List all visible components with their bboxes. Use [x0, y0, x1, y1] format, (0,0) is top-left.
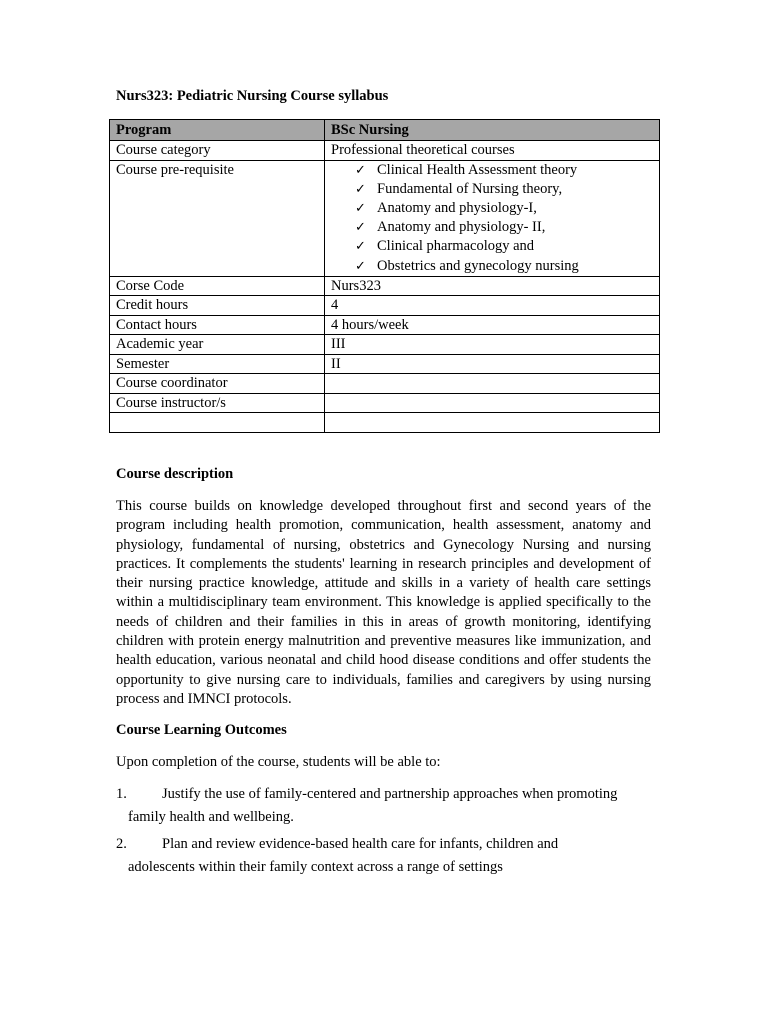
check-icon: ✓ — [355, 239, 366, 255]
table-row — [110, 393, 660, 413]
table-row — [110, 141, 660, 161]
semester-label: Semester — [110, 354, 325, 374]
program-value: BSc Nursing — [325, 120, 660, 141]
course-coordinator-label: Course coordinator — [110, 374, 325, 394]
empty-cell — [325, 413, 660, 433]
course-description-heading: Course description — [116, 466, 234, 482]
table-header-row — [110, 120, 660, 141]
check-icon: ✓ — [355, 181, 366, 197]
outcome-text-continued: adolescents within their family context across a range of settings — [128, 859, 503, 875]
list-item: ✓ Anatomy and physiology- II, — [355, 218, 653, 237]
course-category-value: Professional theoretical courses — [325, 141, 660, 161]
empty-table-row — [110, 413, 660, 433]
prerequisite-list — [331, 161, 653, 276]
table-row — [110, 335, 660, 355]
empty-cell — [110, 413, 325, 433]
outcome-number: 2. — [116, 836, 127, 852]
course-category-label: Course category — [110, 141, 325, 161]
credit-hours-value: 4 — [325, 296, 660, 316]
contact-hours-label: Contact hours — [110, 315, 325, 335]
table-row — [110, 276, 660, 296]
outcomes-intro: Upon completion of the course, students will be able to: — [116, 754, 441, 770]
course-info-table — [109, 119, 660, 433]
check-icon: ✓ — [355, 162, 366, 178]
list-item: ✓ Anatomy and physiology-I, — [355, 199, 653, 218]
check-icon: ✓ — [355, 258, 366, 274]
course-instructor-label: Course instructor/s — [110, 393, 325, 413]
prerequisite-label: Course pre-requisite — [110, 160, 325, 276]
table-row — [110, 296, 660, 316]
course-coordinator-value — [325, 374, 660, 394]
table-row — [110, 315, 660, 335]
learning-outcomes-heading: Course Learning Outcomes — [116, 722, 287, 738]
list-item: ✓ Obstetrics and gynecology nursing — [355, 257, 653, 276]
prerequisite-list-cell — [325, 160, 660, 276]
table-row — [110, 160, 660, 276]
program-label: Program — [110, 120, 325, 141]
list-item: ✓ Clinical Health Assessment theory — [355, 161, 653, 180]
table-row — [110, 374, 660, 394]
outcome-text: Justify the use of family-centered and partnership approaches when promoting — [162, 786, 618, 802]
outcome-text-continued: family health and wellbeing. — [128, 809, 294, 825]
course-description-body: This course builds on knowledge developed throughout first and second years of the program including health promotion, communication, health assessment, anatomy and physiology, fundamental of nursing, obstetrics and Gynecology Nursing and nursing practices. It complements the students' learning in research principles and development of their nursing practice knowledge, attitude and skills in a variety of health care settings within a multidisciplinary team environment. This knowledge is applied specifically to the needs of children and their families in this in areas of growth monitoring, identifying children with protein energy malnutrition and preventive measures like immunization, and health education, various neonatal and child hood disease conditions and offer students the opportunity to give nursing care to individuals, families and caregivers by using nursing process and IMNCI protocols. — [116, 498, 651, 707]
academic-year-value: III — [325, 335, 660, 355]
course-code-label: Corse Code — [110, 276, 325, 296]
outcome-text: Plan and review evidence-based health care for infants, children and — [162, 836, 559, 852]
document-title: Nurs323: Pediatric Nursing Course syllabus — [116, 88, 389, 104]
course-instructor-value — [325, 393, 660, 413]
contact-hours-value: 4 hours/week — [325, 315, 660, 335]
credit-hours-label: Credit hours — [110, 296, 325, 316]
check-icon: ✓ — [355, 200, 366, 216]
academic-year-label: Academic year — [110, 335, 325, 355]
outcome-item — [116, 836, 656, 876]
semester-value: II — [325, 354, 660, 374]
list-item: ✓ Clinical pharmacology and — [355, 237, 653, 256]
list-item: ✓ Fundamental of Nursing theory, — [355, 180, 653, 199]
check-icon: ✓ — [355, 220, 366, 236]
table-row — [110, 354, 660, 374]
outcome-number: 1. — [116, 786, 127, 802]
outcome-item — [116, 786, 656, 826]
course-code-value: Nurs323 — [325, 276, 660, 296]
